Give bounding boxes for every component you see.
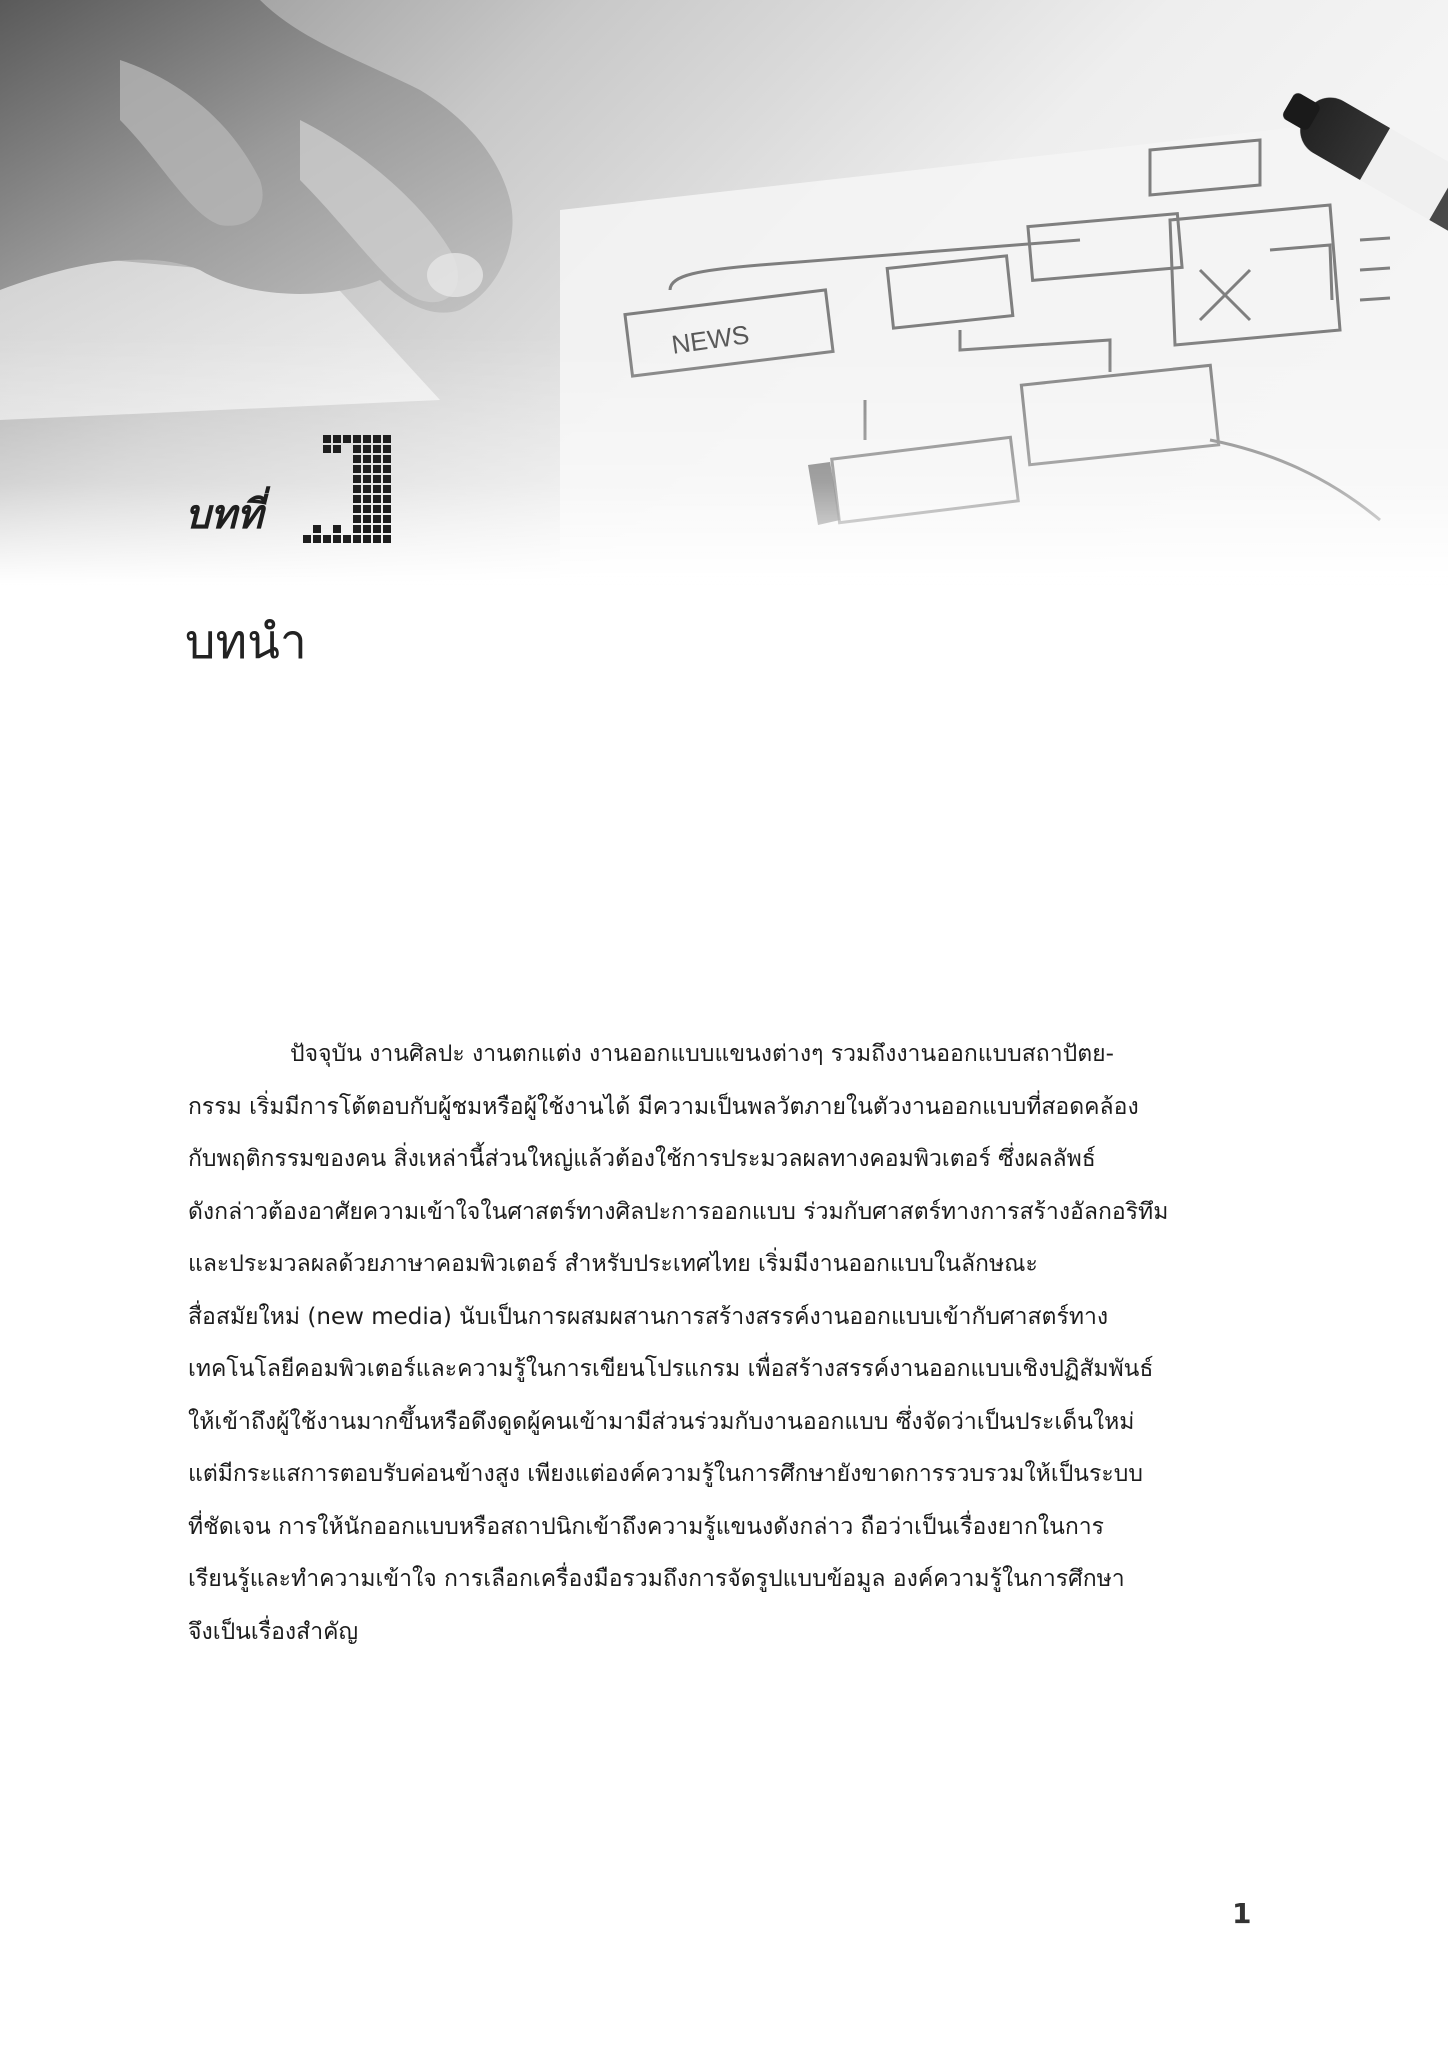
paragraph-line: กรรม เริ่มมีการโต้ตอบกับผู้ชมหรือผู้ใช้งานได้ มีความเป็นพลวัตภายในตัวงานออกแบบที่สอดคล้อง (188, 1093, 1139, 1120)
paragraph-line: ดังกล่าวต้องอาศัยความเข้าใจในศาสตร์ทางศิลปะการออกแบบ ร่วมกับศาสตร์ทางการสร้างอัลกอริทึม (188, 1198, 1169, 1225)
paragraph-line: จึงเป็นเรื่องสำคัญ (188, 1618, 359, 1645)
paragraph-line: ให้เข้าถึงผู้ใช้งานมากขึ้นหรือดึงดูดผู้คนเข้ามามีส่วนร่วมกับงานออกแบบ ซึ่งจัดว่าเป็นประเด็นใหม่ (188, 1408, 1135, 1435)
paragraph-line: เทคโนโลยีคอมพิวเตอร์และความรู้ในการเขียนโปรแกรม เพื่อสร้างสรรค์งานออกแบบเชิงปฏิสัมพันธ์ (188, 1356, 1154, 1382)
paragraph-line: กับพฤติกรรมของคน สิ่งเหล่านี้ส่วนใหญ่แล้วต้องใช้การประมวลผลทางคอมพิวเตอร์ ซึ่งผลลัพธ์ (188, 1146, 1096, 1172)
chapter-body-paragraph (188, 1028, 1262, 1658)
page-number: 1 (1232, 1897, 1252, 1930)
paragraph-line: ที่ชัดเจน การให้นักออกแบบหรือสถาปนิกเข้าถึงความรู้แขนงดังกล่าว ถือว่าเป็นเรื่องยากในการ (188, 1513, 1105, 1540)
chapter-label: บทที่ (185, 491, 264, 538)
paragraph-line: เรียนรู้และทำความเข้าใจ การเลือกเครื่องมือรวมถึงการจัดรูปแบบข้อมูล องค์ความรู้ในการศึกษา (188, 1566, 1125, 1592)
chapter-title: บทนำ (185, 614, 307, 670)
paragraph-line: และประมวลผลด้วยภาษาคอมพิวเตอร์ สำหรับประเทศไทย เริ่มมีงานออกแบบในลักษณะ (188, 1251, 1038, 1277)
paragraph-line: ปัจจุบัน งานศิลปะ งานตกแต่ง งานออกแบบแขนงต่างๆ รวมถึงงานออกแบบสถาปัตย- (290, 1041, 1114, 1067)
chapter-heading (185, 425, 403, 545)
chapter-number-pixel-digit (303, 435, 403, 545)
paragraph-line: แต่มีกระแสการตอบรับค่อนข้างสูง เพียงแต่องค์ความรู้ในการศึกษายังขาดการรวบรวมให้เป็นระบบ (188, 1461, 1143, 1487)
paragraph-line: สื่อสมัยใหม่ (new media) นับเป็นการผสมผสานการสร้างสรรค์งานออกแบบเข้ากับศาสตร์ทาง (188, 1303, 1109, 1330)
